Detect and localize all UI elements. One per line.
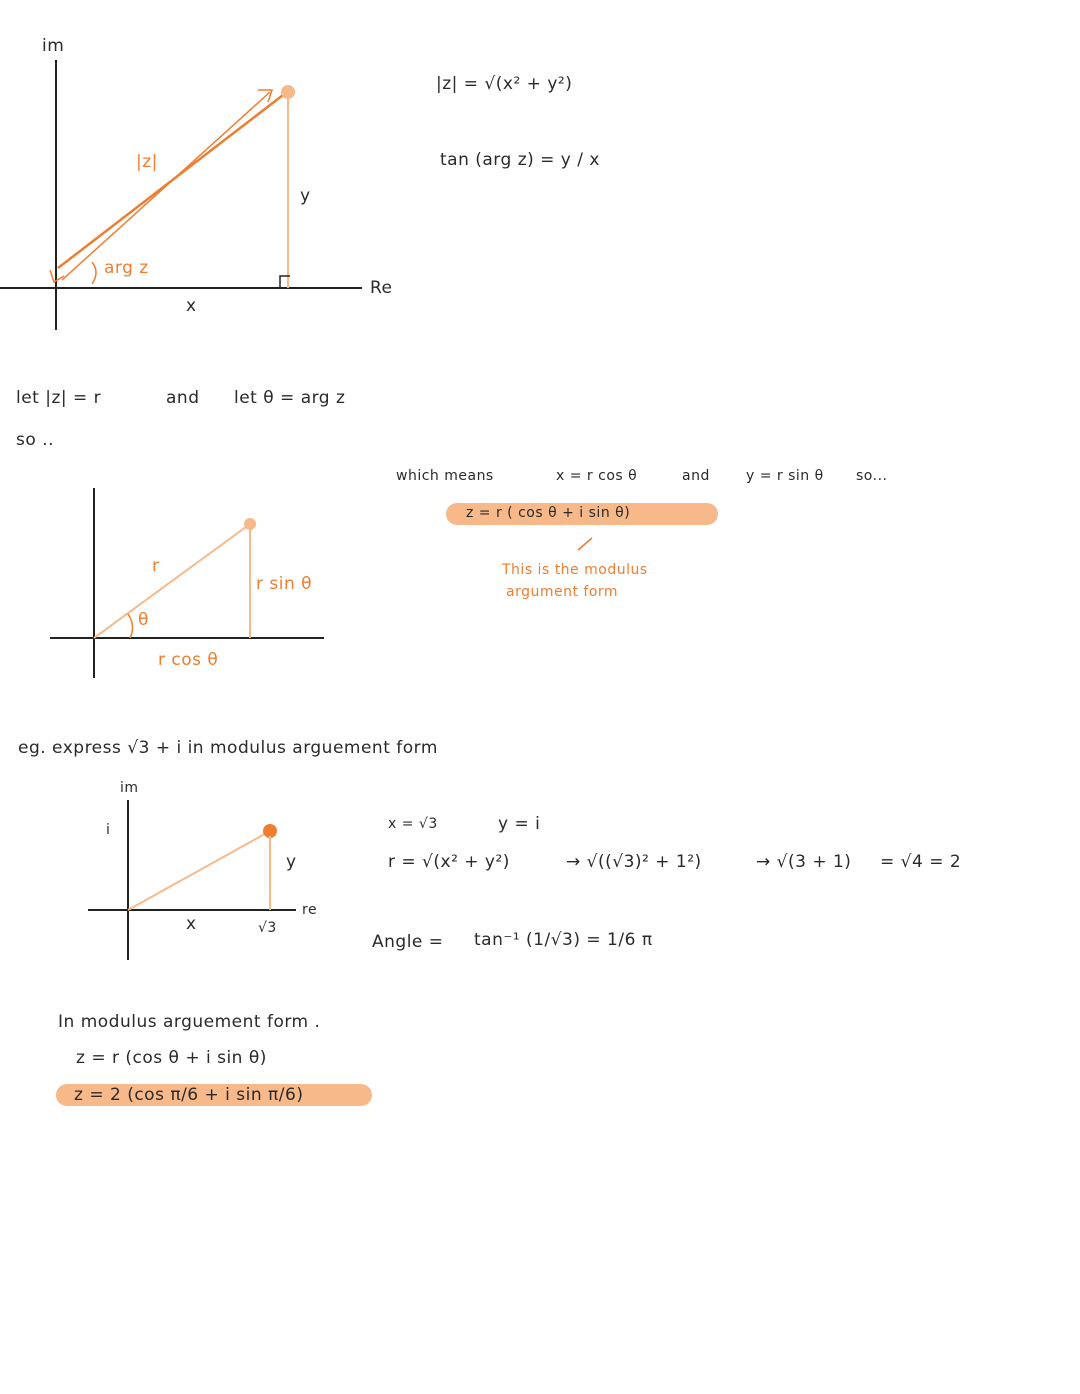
- r-step-3: = √4 = 2: [880, 852, 962, 872]
- theta-label: θ: [138, 610, 149, 630]
- point-z-3: [263, 824, 277, 838]
- so-ellipsis: so...: [856, 468, 888, 484]
- r-step-1: → √((√3)² + 1²): [566, 852, 702, 872]
- re-label-3: re: [302, 902, 318, 918]
- x-eq-root3: x = √3: [388, 816, 438, 832]
- angle-label: Angle =: [372, 932, 444, 952]
- pointer-arrow: [578, 538, 592, 550]
- r-step-2: → √(3 + 1): [756, 852, 852, 872]
- and-text-2: and: [682, 468, 710, 484]
- x-eq-rcos: x = r cos θ: [556, 468, 638, 484]
- modulus-formula: |z| = √(x² + y²): [436, 74, 573, 94]
- note-line-2: argument form: [506, 584, 619, 600]
- r-formula: r = √(x² + y²): [388, 852, 510, 872]
- im-label-3: im: [120, 780, 139, 796]
- argand-diagram-3: [88, 800, 296, 960]
- angle-expression: tan⁻¹ (1/√3) = 1/6 π: [474, 930, 653, 950]
- result-general-form: z = r (cos θ + i sin θ): [76, 1048, 267, 1068]
- x-label-3: x: [186, 914, 197, 934]
- result-intro: In modulus arguement form .: [58, 1012, 321, 1032]
- which-means-text: which means: [396, 468, 494, 484]
- let-r-text: let |z| = r: [16, 388, 102, 408]
- example-prompt: eg. express √3 + i in modulus arguement form: [18, 738, 438, 758]
- y-eq-i: y = i: [498, 814, 541, 834]
- r-vector: [94, 524, 250, 638]
- arg-z-label: arg z: [104, 258, 149, 278]
- and-text: and: [166, 388, 200, 408]
- tan-arg-formula: tan (arg z) = y / x: [440, 150, 600, 170]
- im-axis-label: im: [42, 36, 65, 56]
- so-text: so ..: [16, 430, 54, 450]
- theta-arc: [128, 614, 133, 638]
- x-label-1: x: [186, 296, 197, 316]
- z-vector-3: [128, 831, 270, 910]
- rsin-label: r sin θ: [256, 574, 313, 594]
- result-answer: z = 2 (cos π/6 + i sin π/6): [74, 1085, 304, 1105]
- i-tick-label: i: [106, 822, 111, 838]
- modulus-label: |z|: [136, 152, 158, 172]
- point-z: [281, 85, 295, 99]
- y-label-1: y: [300, 186, 311, 206]
- arg-arc: [92, 262, 96, 284]
- modulus-argument-form-equation: z = r ( cos θ + i sin θ): [466, 505, 631, 521]
- rcos-label: r cos θ: [158, 650, 219, 670]
- r-label: r: [152, 556, 160, 576]
- root3-tick-label: √3: [258, 920, 277, 936]
- note-line-1: This is the modulus: [502, 562, 648, 578]
- modulus-arrow-line: [62, 92, 270, 280]
- y-eq-rsin: y = r sin θ: [746, 468, 824, 484]
- let-theta-text: let θ = arg z: [234, 388, 346, 408]
- re-axis-label: Re: [370, 278, 393, 298]
- y-label-3: y: [286, 852, 297, 872]
